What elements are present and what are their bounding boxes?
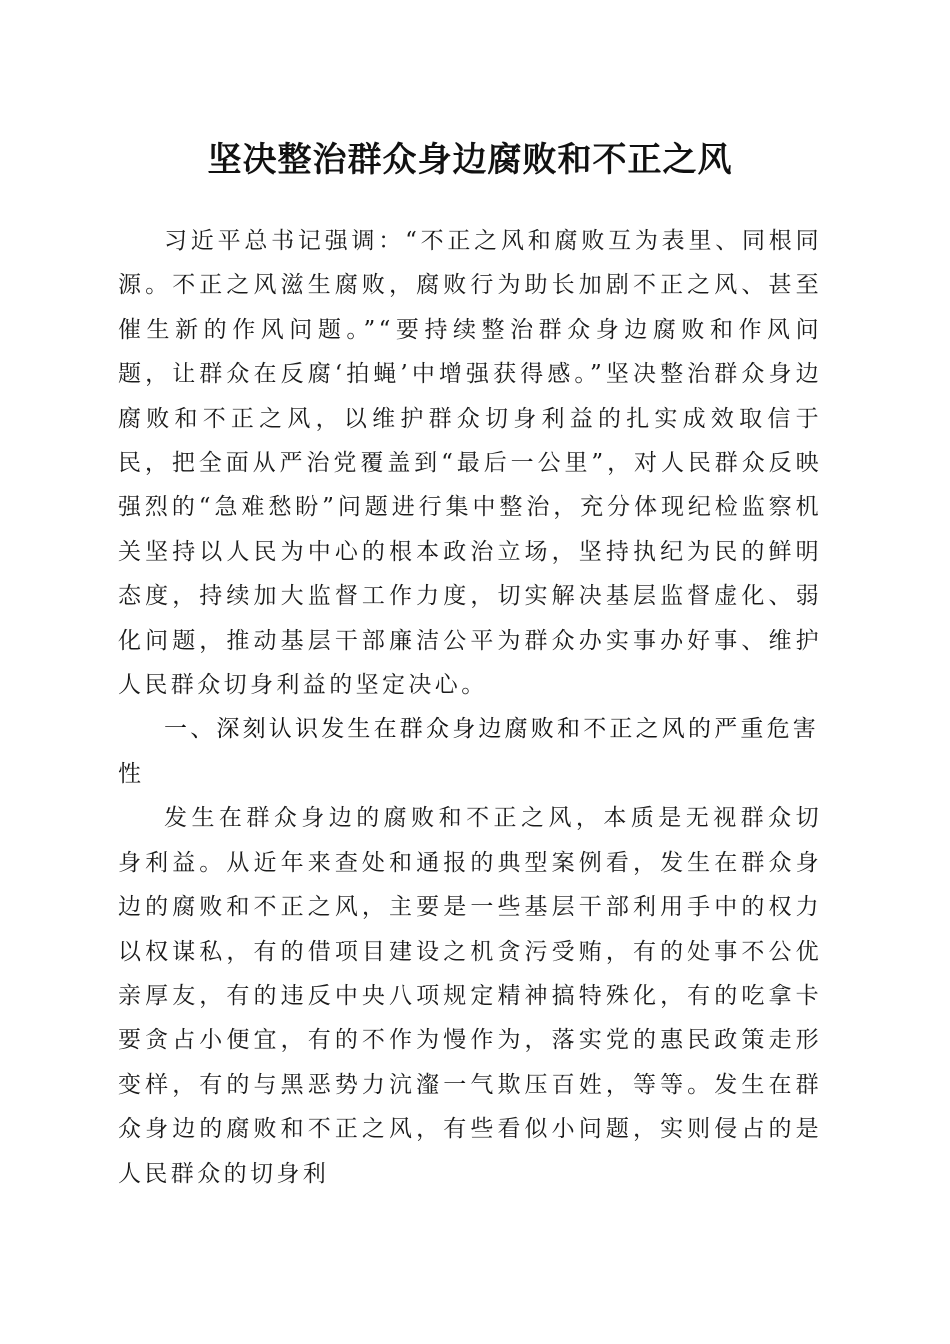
intro-paragraph: 习近平总书记强调：“不正之风和腐败互为表里、同根同源。不正之风滋生腐败，腐败行为助长加剧不正之风、甚至催生新的作风问题。”“要持续整治群众身边腐败和作风问题，让群众在反腐‘拍蝇’中增强获得感。”坚决整治群众身边腐败和不正之风，以维护群众切身利益的扎实成效取信于民，把全面从严治党覆盖到“最后一公里”，对人民群众反映强烈的“急难愁盼”问题进行集中整治，充分体现纪检监察机关坚持以人民为中心的根本政治立场，坚持执纪为民的鲜明态度，持续加大监督工作力度，切实解决基层监督虚化、弱化问题，推动基层干部廉洁公平为群众办实事办好事、维护人民群众切身利益的坚定决心。 [118, 228, 822, 699]
section-heading: 一、深刻认识发生在群众身边腐败和不正之风的严重危害性 [118, 716, 819, 787]
document-page [118, 135, 822, 1196]
document-title: 坚决整治群众身边腐败和不正之风 [207, 140, 733, 180]
section-paragraph: 发生在群众身边的腐败和不正之风，本质是无视群众切身利益。从近年来查处和通报的典型案例看，发生在群众身边的腐败和不正之风，主要是一些基层干部利用手中的权力以权谋私，有的借项目建设之机贪污受贿，有的处事不公优亲厚友，有的违反中央八项规定精神搞特殊化，有的吃拿卡要贪占小便宜，有的不作为慢作为，落实党的惠民政策走形变样，有的与黑恶势力沆瀣一气欺压百姓，等等。发生在群众身边的腐败和不正之风，有些看似小问题，实则侵占的是人民群众的切身利 [118, 805, 822, 1187]
